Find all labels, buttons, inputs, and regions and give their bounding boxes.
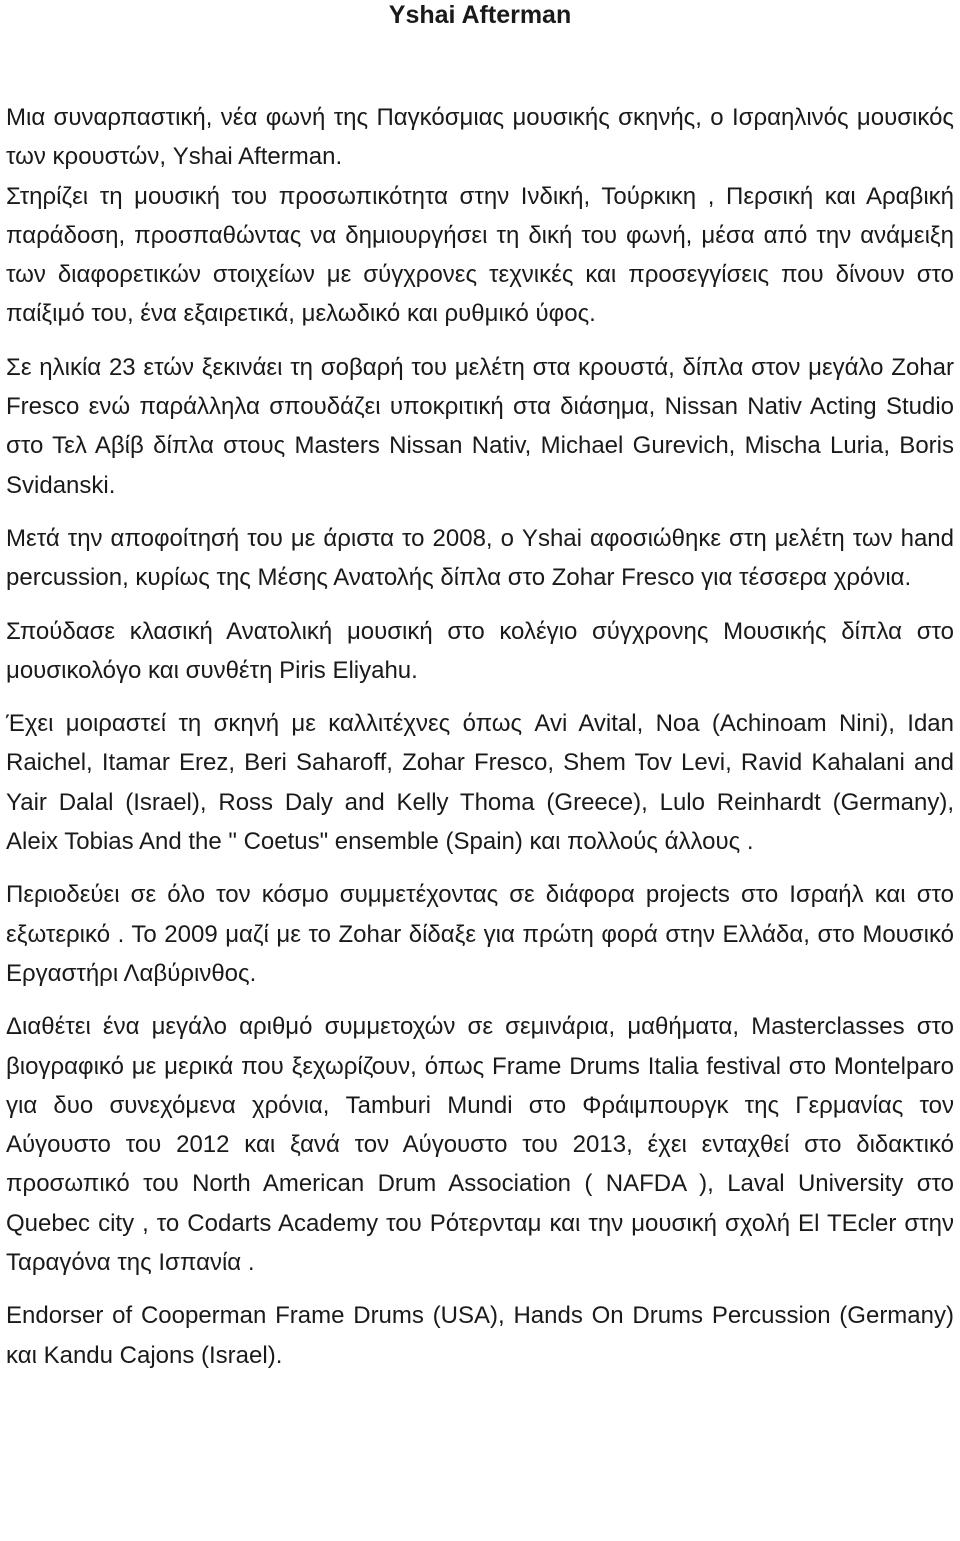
document-page [6, 0, 954, 1375]
studies-paragraph: Σε ηλικία 23 ετών ξεκινάει τη σοβαρή του μελέτη στα κρουστά, δίπλα στον μεγάλο Zohar Fresco ενώ παράλληλα σπουδάζει υποκριτική στα διάσημα, Nissan Nativ Acting Studio στο Τελ Αβίβ δίπλα στους Masters Nissan Nativ, Michael Gurevich, Mischa Luria, Boris Svidanski. [6, 353, 954, 499]
classical-studies-paragraph: Σπούδασε κλασική Ανατολική μουσική στο κολέγιο σύγχρονης Μουσικής δίπλα στο μουσικολόγο και συνθέτη Piris Eliyahu. [6, 617, 954, 684]
endorsements-paragraph: Endorser of Cooperman Frame Drums (USA), Hands On Drums Percussion (Germany) και Kandu Cajons (Israel). [6, 1302, 954, 1369]
graduation-paragraph: Μετά την αποφοίτησή του με άριστα το 2008, ο Yshai αφοσιώθηκε στη μελέτη των hand percussion, κυρίως της Μέσης Ανατολής δίπλα στο Zohar Fresco για τέσσερα χρόνια. [6, 524, 954, 592]
document-title: Yshai Afterman [388, 1, 572, 29]
seminars-paragraph: Διαθέτει ένα μεγάλο αριθμό συμμετοχών σε σεμινάρια, μαθήματα, Masterclasses στο βιογραφικό με μερικά που ξεχωρίζουν, όπως Frame Drums Italia festival στο Montelparo για δυο συνεχόμενα χρόνια, Tamburi Mundi στο Φράιμπουργκ της Γερμανίας τον Αύγουστο του 2012 και ξανά τον Αύγουστο του 2013, έχει ενταχθεί στο διδακτικό προσωπικό του North American Drum Association ( NAFDA ), Laval University στο Quebec city , το Codarts Academy του Ρότερνταμ και την μουσική σχολή El TEcler στην Ταραγόνα της Ισπανία . [6, 1013, 954, 1277]
intro-paragraph: Μια συναρπαστική, νέα φωνή της Παγκόσμιας μουσικής σκηνής, ο Ισραηλινός μουσικός των κρουστών, Yshai Afterman. [6, 104, 954, 171]
touring-paragraph: Περιοδεύει σε όλο τον κόσμο συμμετέχοντας σε διάφορα projects στο Ισραήλ και στο εξωτερικό . Το 2009 μαζί με το Zohar δίδαξε για πρώτη φορά στην Ελλάδα, στο Μουσικό Εργαστήρι Λαβύρινθος. [6, 881, 954, 987]
collaborations-paragraph: Έχει μοιραστεί τη σκηνή με καλλιτέχνες όπως Avi Avital, Noa (Achinoam Nini), Idan Raichel, Itamar Erez, Beri Saharoff, Zohar Fresco, Shem Tov Levi, Ravid Kahalani and Yair Dalal (Israel), Ross Daly and Kelly Thoma (Greece), Lulo Reinhardt (Germany), Aleix Tobias And the " Coetus" ensemble (Spain) και πολλούς άλλους . [6, 710, 954, 856]
style-paragraph: Στηρίζει τη μουσική του προσωπικότητα στην Ινδική, Τούρκικη , Περσική και Αραβική παράδοση, προσπαθώντας να δημιουργήσει τη δική του φωνή, μέσα από την ανάμειξη των διαφορετικών στοιχείων με σύγχρονες τεχνικές και προσεγγίσεις που δίνουν στο παίξιμό του, ένα εξαιρετικά, μελωδικό και ρυθμικό ύφος. [6, 182, 954, 328]
